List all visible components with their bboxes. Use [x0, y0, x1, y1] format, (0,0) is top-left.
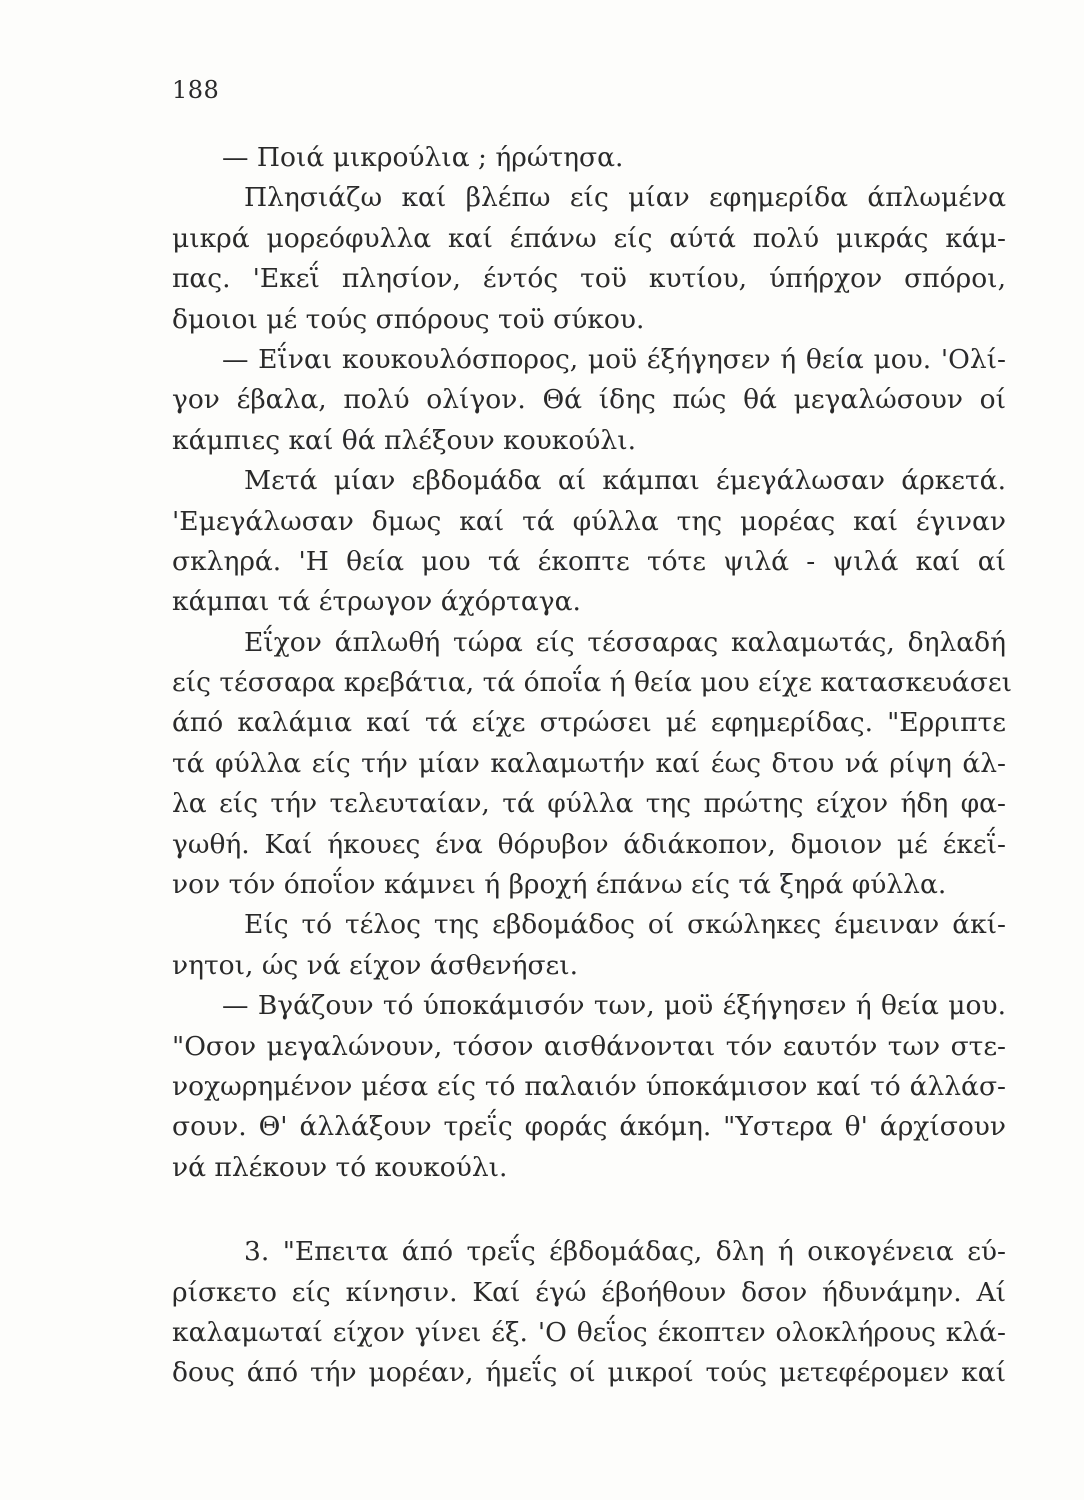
paragraphs-part-1: [172, 138, 1012, 1188]
text-line: καλαμωταί είχον γίνει έξ. 'Ο θεΐος έκοπτεν ολοκλήρους κλά-: [172, 1316, 1006, 1348]
section-gap: [172, 1188, 1006, 1232]
text-line: Είς τό τέλος της εβδομάδος οί σκώληκες έμειναν άκί-: [244, 909, 1006, 941]
text-line: τά φύλλα είς τήν μίαν καλαμωτήν καί έως δτου νά ρίψη άλ-: [172, 747, 1006, 779]
text-line: ρίσκετο είς κίνησιν. Καί έγώ έβοήθουν δσον ήδυνάμην. Αί: [172, 1276, 1006, 1308]
text-line: νητοι, ώς νά είχον άσθενήσει.: [172, 949, 579, 981]
body-text: [172, 138, 1012, 1394]
text-line: — Εΐναι κουκουλόσπορος, μοϋ έξήγησεν ή θεία μου. 'Ολί-: [222, 343, 1006, 375]
text-line: Πλησιάζω καί βλέπω είς μίαν εφημερίδα άπλωμένα: [244, 182, 1006, 214]
page-number: 188: [172, 76, 220, 104]
text-line: κάμπαι τά έτρωγον άχόρταγα.: [172, 586, 581, 618]
text-line: — Βγάζουν τό ύποκάμισόν των, μοϋ έξήγησεν ή θεία μου.: [222, 990, 1006, 1022]
paragraphs-part-2: [172, 1232, 1006, 1394]
text-line: — Ποιά μικρούλια ; ήρώτησα.: [222, 142, 624, 173]
text-line: κάμπιες καί θά πλέξουν κουκούλι.: [172, 424, 637, 456]
text-line: γον έβαλα, πολύ ολίγον. Θά ίδης πώς θά μεγαλώσουν οί: [172, 384, 1006, 416]
text-line: σουν. Θ' άλλάξουν τρεΐς φοράς άκόμη. "Υστερα θ' άρχίσουν: [172, 1111, 1006, 1143]
text-line: δμοιοι μέ τούς σπόρους τοϋ σύκου.: [172, 303, 645, 335]
text-line: πας. 'Εκεΐ πλησίον, έντός τοϋ κυτίου, ύπήρχον σπόροι,: [172, 263, 1006, 295]
text-line: είς τέσσαρα κρεβάτια, τά όποΐα ή θεία μου είχε κατασκευάσει: [172, 667, 1012, 699]
text-line: "Οσον μεγαλώνουν, τόσον αισθάνονται τόν εαυτόν των στε-: [172, 1030, 1006, 1062]
text-line: γωθή. Καί ήκουες ένα θόρυβον άδιάκοπον, δμοιον μέ έκεΐ-: [172, 828, 1006, 860]
text-line: Μετά μίαν εβδομάδα αί κάμπαι έμεγάλωσαν άρκετά.: [244, 465, 1006, 497]
text-line: νον τόν όποΐον κάμνει ή βροχή έπάνω είς τά ξηρά φύλλα.: [172, 869, 947, 901]
text-line: λα είς τήν τελευταίαν, τά φύλλα της πρώτης είχον ήδη φα-: [172, 788, 1006, 820]
text-line: 'Εμεγάλωσαν δμως καί τά φύλλα της μορέας καί έγιναν: [172, 505, 1006, 537]
text-line: νοχωρημένον μέσα είς τό παλαιόν ύποκάμισον καί τό άλλάσ-: [172, 1070, 1006, 1102]
text-line: σκληρά. 'Η θεία μου τά έκοπτε τότε ψιλά - ψιλά καί αί: [172, 545, 1006, 577]
text-line: μικρά μορεόφυλλα καί έπάνω είς αύτά πολύ μικράς κάμ-: [172, 222, 1006, 254]
text-line: άπό καλάμια καί τά είχε στρώσει μέ εφημερίδας. "Ερριπτε: [172, 707, 1006, 739]
text-line: 3. "Επειτα άπό τρεΐς έβδομάδας, δλη ή οικογένεια εύ-: [244, 1236, 1006, 1268]
text-line: δους άπό τήν μορέαν, ήμεΐς οί μικροί τούς μετεφέρομεν καί: [172, 1357, 1006, 1389]
text-line: νά πλέκουν τό κουκούλι.: [172, 1151, 508, 1183]
text-line: Εΐχον άπλωθή τώρα είς τέσσαρας καλαμωτάς, δηλαδή: [244, 626, 1006, 658]
